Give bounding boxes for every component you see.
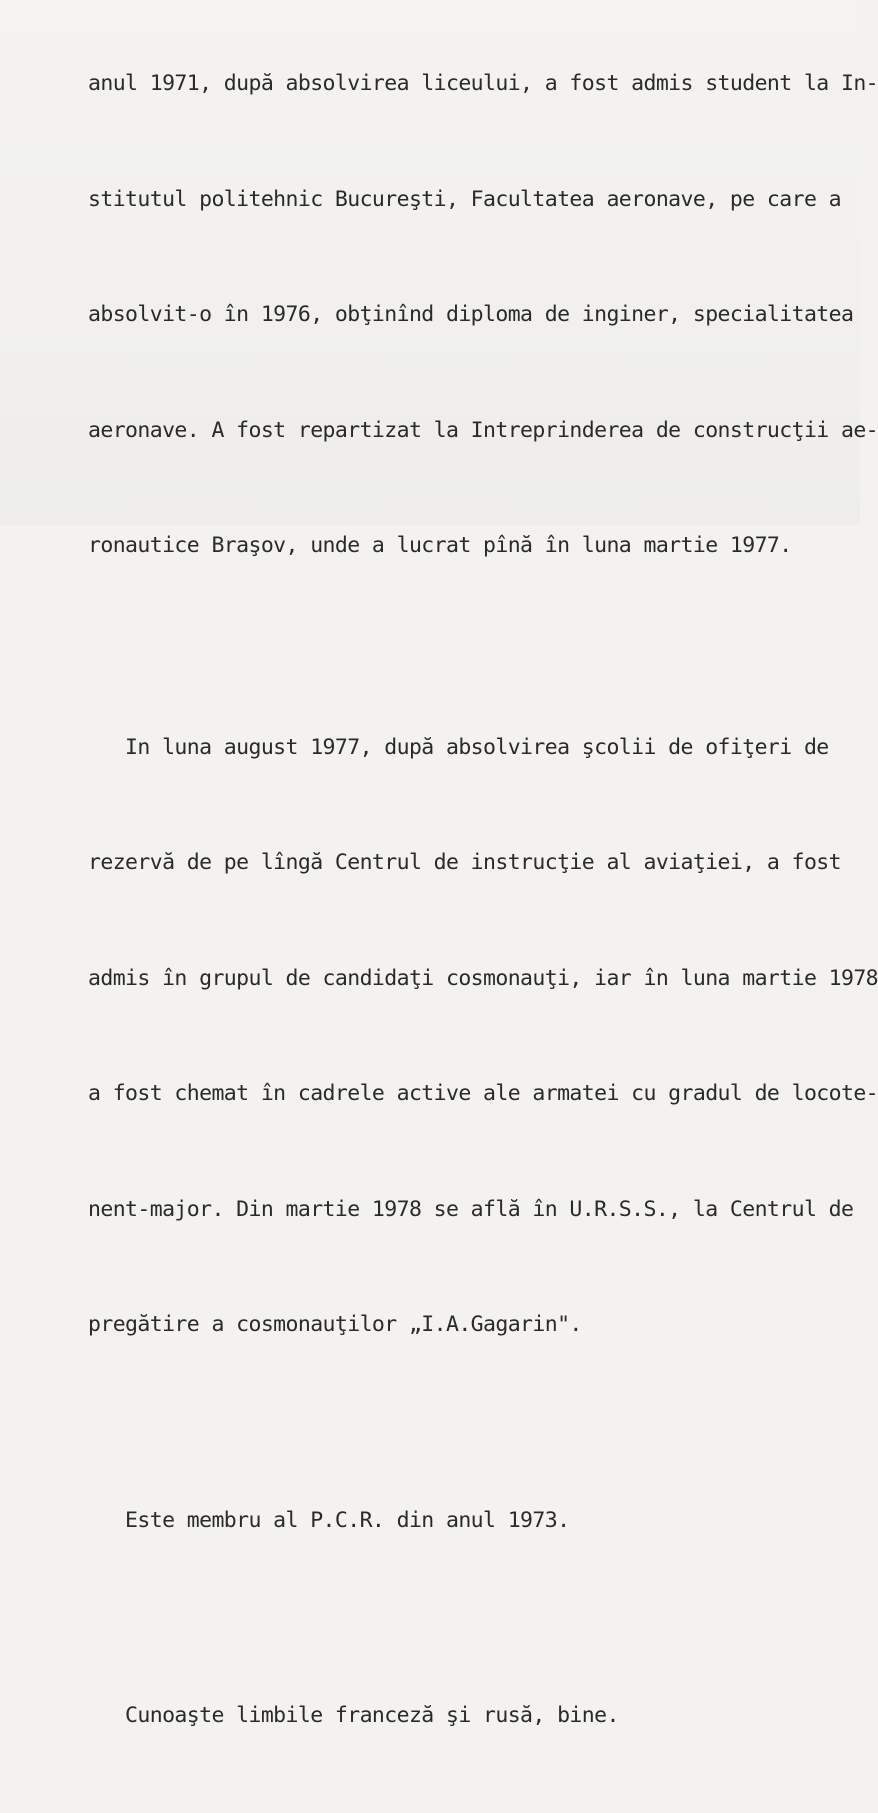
text-line: stitutul politehnic Bucureşti, Facultatea aeronave, pe care a — [88, 186, 841, 212]
text-line: aeronave. A fost repartizat la Intreprinderea de construcţii ae- — [88, 417, 878, 443]
text-line: nent-major. Din martie 1978 se află în U.R.S.S., la Centrul de — [88, 1196, 854, 1222]
text-line: absolvit-o în 1976, obţinînd diploma de inginer, specialitatea — [88, 302, 854, 327]
paragraph-gap — [88, 1617, 848, 1620]
text-line: Cunoaşte limbile franceză şi rusă, bine. — [88, 1703, 619, 1728]
text-line: ronautice Braşov, unde a lucrat pînă în luna martie 1977. — [88, 533, 792, 558]
text-line: Este membru al P.C.R. din anul 1973. — [88, 1507, 570, 1533]
text-line: a fost chemat în cadrele active ale armatei cu gradul de locote- — [88, 1081, 878, 1106]
text-line: rezervă de pe lîngă Centrul de instrucţie al aviaţiei, a fost — [88, 850, 841, 875]
paragraph-gap — [88, 643, 848, 652]
paragraph-gap — [88, 1422, 848, 1425]
text-line: admis în grupul de candidaţi cosmonauţi, iar în luna martie 1978 — [88, 965, 878, 991]
text-line: anul 1971, după absolvirea liceului, a fost admis student la In- — [88, 71, 878, 96]
text-line: pregătire a cosmonauţilor „I.A.Gagarin". — [88, 1312, 582, 1337]
text-line: In luna august 1977, după absolvirea şcolii de ofiţeri de — [88, 734, 829, 760]
typed-text-body — [88, 0, 878, 1813]
